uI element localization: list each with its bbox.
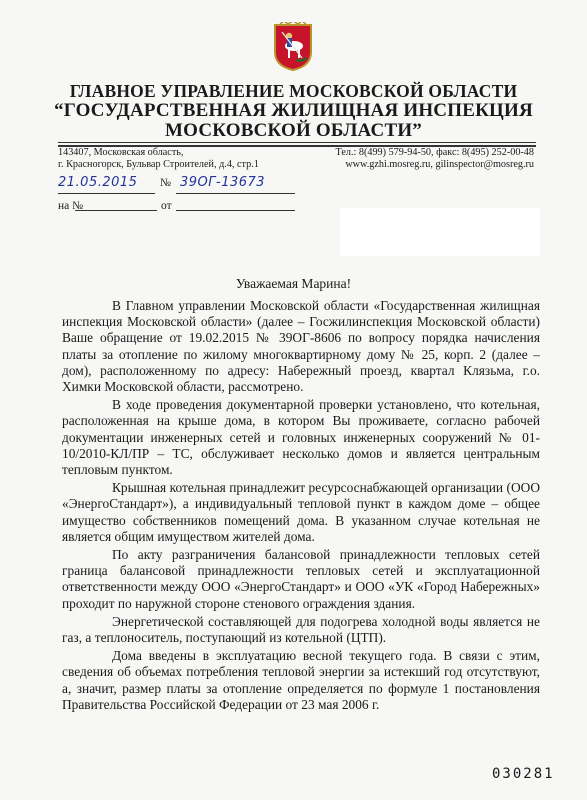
- org-name-line-2: “ГОСУДАРСТВЕННАЯ ЖИЛИЩНАЯ ИНСПЕКЦИЯ: [54, 100, 533, 121]
- reference-number-blank: [75, 210, 157, 211]
- contacts-web-email: www.gzhi.mosreg.ru, gilinspector@mosreg.ru: [345, 159, 534, 170]
- paragraph: Энергетической составляющей для подогрева холодной воды является не газ, а теплоноситель, поступающий из котельной (ЦТП).: [62, 613, 540, 646]
- paragraph: Крышная котельная принадлежит ресурсоснабжающей организации (ООО «ЭнергоСтандарт»), а индивидуальный тепловой пункт в каждом доме – общее имущество собственников помещений дома. В указанном случае котельная не является общим имуществом жителей дома.: [62, 480, 540, 544]
- date-underline: [58, 193, 155, 194]
- reference-date-label: от: [161, 200, 172, 212]
- paragraph: Дома введены в эксплуатацию весной текущего года. В связи с этим, сведения об объемах потребления тепловой энергии за истекший год отсутствуют, а, значит, размер платы за отопление определяется по формуле 1 постановления Правительства Российской Федерации от 23 мая 2006 г.: [62, 648, 540, 712]
- paragraph: По акту разграничения балансовой принадлежности тепловых сетей граница балансовой принадлежности тепловых сетей и эксплуатационной ответственности между ООО «ЭнергоСтандарт» и ООО «УК «Город Набережных» проходит по наружной стороне стенового ограждения здания.: [62, 547, 540, 611]
- handwritten-date: 21.05.2015: [58, 175, 138, 190]
- org-contacts: [336, 147, 534, 171]
- contacts-phone-fax: Тел.: 8(499) 579-94-50, факс: 8(495) 252-00-48: [335, 147, 534, 158]
- serial-stamp-number: 030281: [492, 766, 555, 782]
- handwritten-outgoing-number: 39ОГ-13673: [180, 175, 266, 190]
- greeting: Уважаемая Марина!: [235, 276, 352, 291]
- coat-of-arms-icon: [272, 22, 314, 72]
- org-name-line-3: МОСКОВСКОЙ ОБЛАСТИ”: [164, 120, 423, 141]
- header-divider-thin: [58, 142, 536, 143]
- address-line-1: 143407, Московская область,: [58, 147, 184, 158]
- reference-date-blank: [176, 210, 295, 211]
- address-line-2: г. Красногорск, Бульвар Строителей, д.4, стр.1: [58, 159, 259, 170]
- paragraph: В ходе проведения документарной проверки установлено, что котельная, расположенная на крыше дома, в котором Вы проживаете, согласно рабочей документации инженерных сетей и головных инженерных сооружений № 01-10/2010-КЛ/ПР – ТС, обслуживает несколько домов и является центральным тепловым пунктом.: [62, 397, 540, 478]
- number-underline: [176, 193, 295, 194]
- outgoing-number-label: №: [160, 177, 171, 189]
- reference-number-label: на №: [58, 200, 84, 212]
- org-address: [58, 147, 259, 171]
- org-name-line-1: ГЛАВНОЕ УПРАВЛЕНИЕ МОСКОВСКОЙ ОБЛАСТИ: [69, 81, 518, 101]
- letter-body: [62, 298, 540, 715]
- paragraph: В Главном управлении Московской области «Государственная жилищная инспекция Московской области» (далее – Госжилинспекция Московской области) Ваше обращение от 19.02.2015 № 39ОГ-8606 по вопросу порядка начисления платы за отопление по жилому многоквартирному дому № 25, корп. 2 (далее – дом), расположенному по адресу: Набережный проезд, квартал Клязьма, г.о. Химки Московской области, рассмотрено.: [62, 298, 540, 395]
- redacted-recipient-block: [340, 208, 540, 256]
